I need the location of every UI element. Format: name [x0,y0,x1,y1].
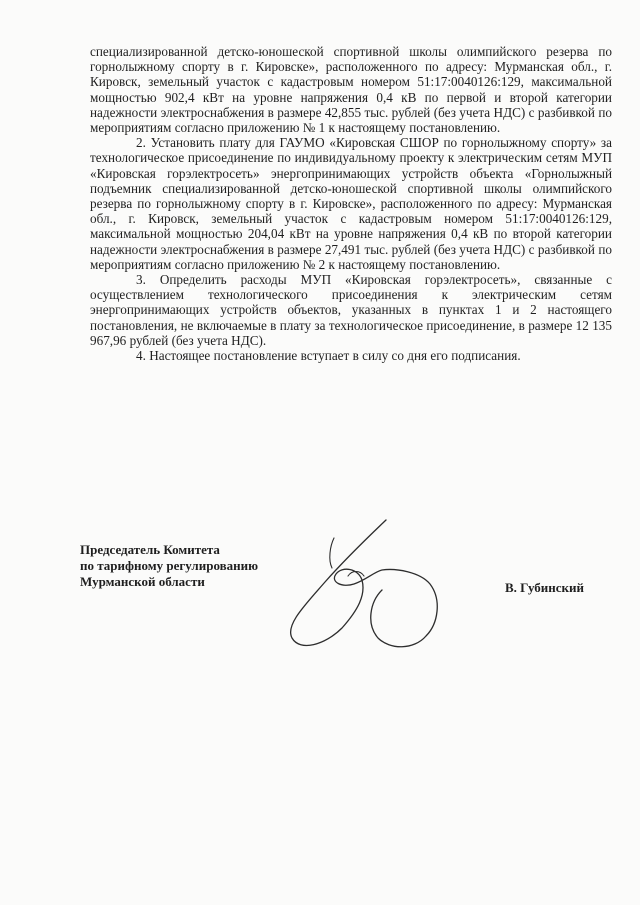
position-line-2: по тарифному регулированию [80,558,259,573]
intro-paragraph: специализированной детско-юношеской спортивной школы олимпийского резерва по горнолыжному спорту в г. Кировске», расположенного по адресу: Мурманская обл., г. Кировск, земельный участок с кадастровым номером 51:17:0040126:129, максимальной мощностью 902,4 кВт на уровне напряжения 0,4 кВ по первой и второй категории надежности электроснабжения в размере 42,855 тыс. рублей (без учета НДС) с разбивкой по мероприятиям согласно приложению № 1 к настоящему постановлению. [90,44,612,136]
handwritten-signature [270,510,450,660]
item-3-paragraph: 3. Определить расходы МУП «Кировская горэлектросеть», связанные с осуществлением технологического присоединения к электрическим сетям энергопринимающих устройств объектов, указанных в пунктах 1 и 2 настоящего постановления, не включаемые в плату за технологическое присоединение, в размере 12 135 967,96 рублей (без учета НДС). [90,272,612,348]
item-2-paragraph: 2. Установить плату для ГАУМО «Кировская СШОР по горнолыжному спорту» за технологическое присоединение по индивидуальному проекту к электрическим сетям МУП «Кировская горэлектросеть» энергопринимающих устройств объекта «Горнолыжный подъемник специализированной детско-юношеской спортивной школы олимпийского резерва по горнолыжному спорту в г. Кировске», расположенного по адресу: Мурманская обл., г. Кировск, земельный участок с кадастровым номером 51:17:0040126:129, максимальной мощностью 204,04 кВт на уровне напряжения 0,4 кВ по второй категории надежности электроснабжения в размере 27,491 тыс. рублей (без учета НДС) с разбивкой по мероприятиям согласно приложению № 2 к настоящему постановлению. [90,135,612,272]
item-4-paragraph: 4. Настоящее постановление вступает в силу со дня его подписания. [136,348,521,364]
signatory-name: В. Губинский [505,580,584,595]
position-line-3: Мурманской области [80,574,205,589]
position-line-1: Председатель Комитета [80,542,220,557]
signatory-position [80,542,258,590]
document-body [90,44,612,363]
